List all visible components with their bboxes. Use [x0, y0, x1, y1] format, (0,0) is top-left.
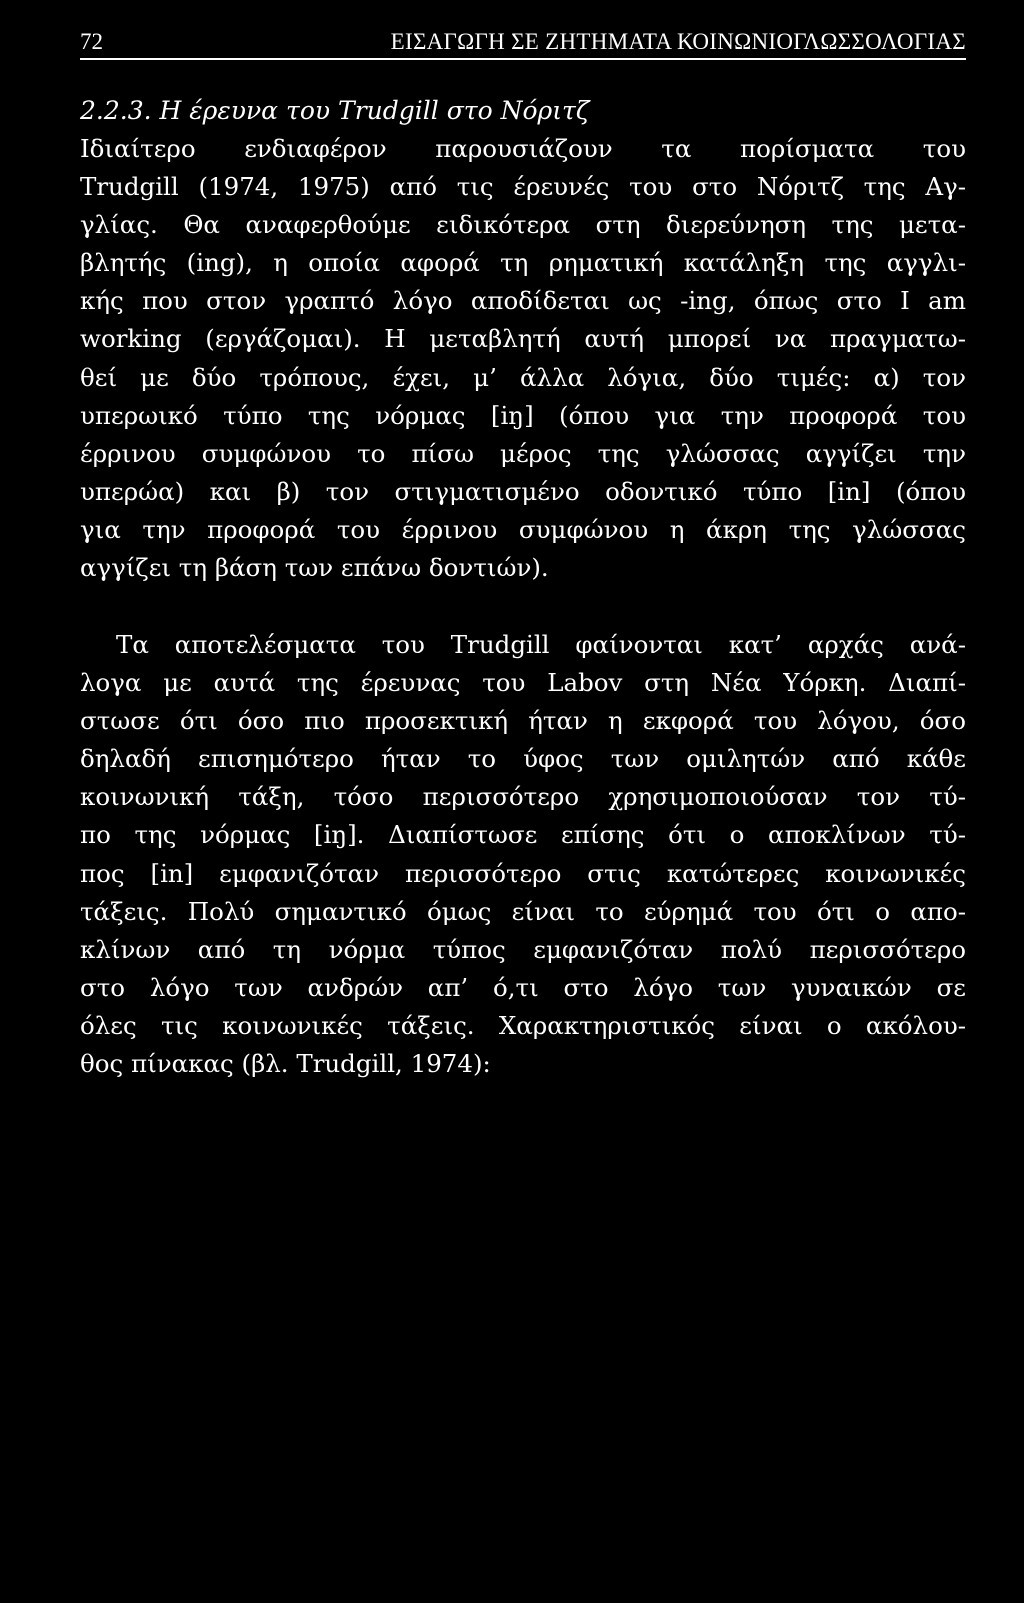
paragraph-2 — [80, 626, 966, 1083]
running-title: ΕΙΣΑΓΩΓΗ ΣΕ ΖΗΤΗΜΑΤΑ ΚΟΙΝΩΝΙΟΓΛΩΣΣΟΛΟΓΙΑΣ — [390, 29, 966, 54]
section-heading: 2.2.3. Η έρευνα του Trudgill στο Νόριτζ — [80, 96, 590, 125]
text-line: δηλαδή επισημότερο ήταν το ύφος των ομιλητών από κάθε — [80, 744, 966, 774]
text-line: υπερωικό τύπο της νόρμας [iŋ] (όπου για την προφορά του — [80, 400, 966, 430]
text-line: Trudgill (1974, 1975) από τις έρευνές του στο Νόριτζ της Αγ- — [80, 172, 966, 202]
running-header — [80, 26, 966, 60]
text-line: όλες τις κοινωνικές τάξεις. Χαρακτηριστικός είναι ο ακόλου- — [80, 1010, 966, 1040]
book-page — [80, 0, 966, 1603]
text-line: κής που στον γραπτό λόγο αποδίδεται ως -ing, όπως στο I am — [80, 286, 966, 316]
text-line: θος πίνακας (βλ. Trudgill, 1974): — [80, 1049, 491, 1079]
text-line: τάξεις. Πολύ σημαντικό όμως είναι το εύρημά του ότι ο απο- — [80, 896, 966, 926]
text-line: working (εργάζομαι). Η μεταβλητή αυτή μπορεί να πραγματω- — [80, 324, 966, 354]
text-line: θεί με δύο τρόπους, έχει, μ’ άλλα λόγια, δύο τιμές: α) τον — [80, 362, 966, 392]
text-line: κοινωνική τάξη, τόσο περισσότερο χρησιμοποιούσαν τον τύ- — [80, 782, 966, 812]
text-line: κλίνων από τη νόρμα τύπος εμφανιζόταν πολύ περισσότερο — [80, 934, 966, 964]
page-number: 72 — [80, 29, 103, 54]
text-line: αγγίζει τη βάση των επάνω δοντιών). — [80, 553, 549, 583]
text-line: στο λόγο των ανδρών απ’ ό,τι στο λόγο των γυναικών σε — [80, 972, 966, 1002]
text-line: γλίας. Θα αναφερθούμε ειδικότερα στη διερεύνηση της μετα- — [80, 210, 966, 240]
text-line: Ιδιαίτερο ενδιαφέρον παρουσιάζουν τα πορίσματα του — [80, 134, 966, 163]
text-line: πος [in] εμφανιζόταν περισσότερο στις κατώτερες κοινωνικές — [80, 858, 966, 888]
text-line: βλητής (ing), η οποία αφορά τη ρηματική κατάληξη της αγγλι- — [80, 248, 966, 278]
text-line: Τα αποτελέσματα του Trudgill φαίνονται κατ’ αρχάς ανά- — [116, 630, 966, 659]
text-line: για την προφορά του έρρινου συμφώνου η άκρη της γλώσσας — [80, 514, 966, 544]
paragraph-1 — [80, 130, 966, 587]
text-line: πο της νόρμας [iŋ]. Διαπίστωσε επίσης ότι ο αποκλίνων τύ- — [80, 820, 966, 850]
text-line: λογα με αυτά της έρευνας του Labov στη Νέα Υόρκη. Διαπί- — [80, 668, 966, 698]
text-line: στωσε ότι όσο πιο προσεκτική ήταν η εκφορά του λόγου, όσο — [80, 706, 966, 736]
text-line: υπερώα) και β) τον στιγματισμένο οδοντικό τύπο [in] (όπου — [80, 476, 966, 506]
text-line: έρρινου συμφώνου το πίσω μέρος της γλώσσας αγγίζει την — [80, 438, 966, 468]
